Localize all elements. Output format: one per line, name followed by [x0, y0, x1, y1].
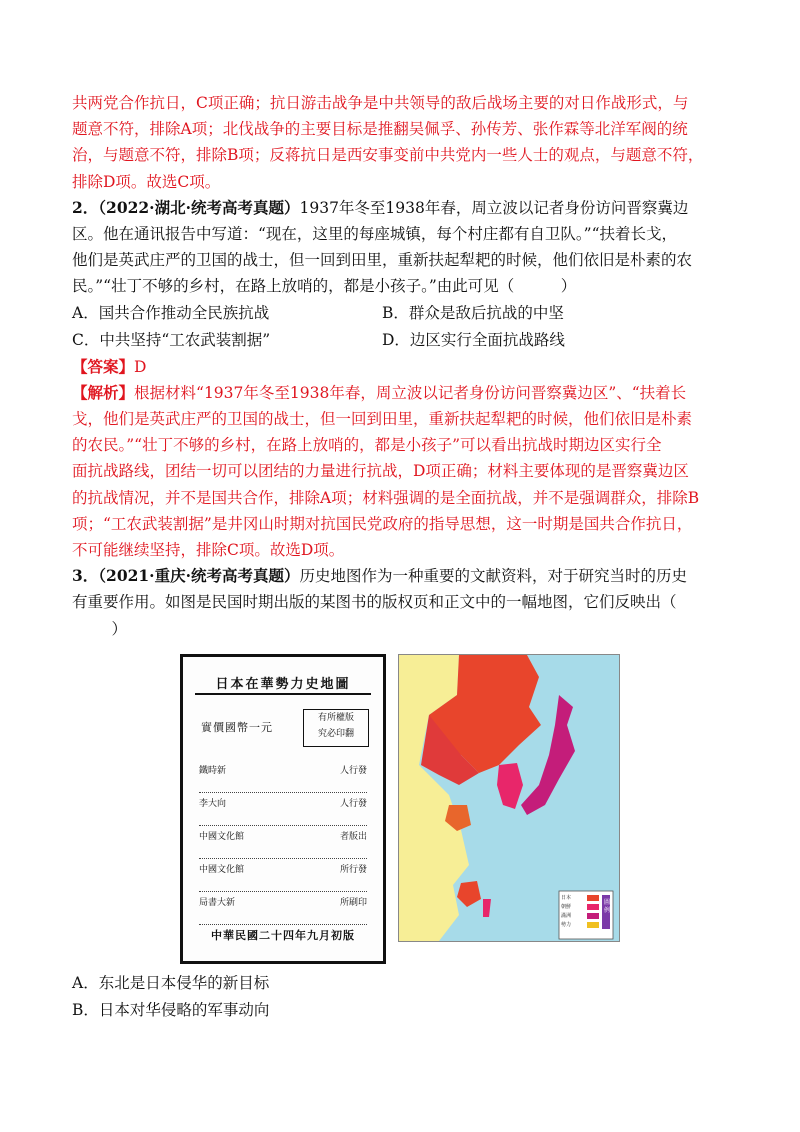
analysis-line: 的农民。”“壮丁不够的乡村，在路上放哨的，都是小孩子”可以看出抗战时期边区实行全	[72, 436, 662, 455]
map-legend-labels: 日本 朝鮮 滿洲 勢力	[561, 894, 572, 928]
option-list	[72, 300, 732, 354]
option-d[interactable]: D．边区实行全面抗战路线	[382, 330, 565, 349]
answer-value: D	[134, 357, 147, 376]
question-stem-line: ）	[96, 619, 128, 638]
analysis-line: 不可能继续坚持，排除C项。故选D项。	[72, 541, 345, 560]
option-c[interactable]: C．中共坚持“工农武装割据”	[72, 330, 271, 349]
info-row: 中國文化館 所行發	[199, 862, 367, 892]
text-line: 治，与题意不符，排除B项；反蒋抗日是西安事变前中共党内一些人士的观点，与题意不符，	[72, 146, 704, 165]
analysis-line: 项；“工农武装割据”是井冈山时期对抗国民党政府的指导思想，这一时期是国共合作抗日，	[72, 514, 693, 533]
rights-stamp: 有所權版 究必印翻	[303, 709, 369, 747]
question-source: （2021·重庆·统考高考真题）	[98, 566, 300, 586]
text-line: 排除D项。故选C项。	[72, 172, 221, 191]
question-stem-line: 有重要作用。如图是民国时期出版的某图书的版权页和正文中的一幅地图，它们反映出（	[72, 593, 677, 612]
text-line: 共两党合作抗日，C项正确；抗日游击战争是中共领导的敌后战场主要的对日作战形式，与	[72, 94, 689, 112]
option-list	[72, 970, 732, 1024]
analysis-label: 【解析】	[72, 382, 135, 402]
publication-info-rows	[199, 763, 367, 928]
question-stem-line	[72, 195, 732, 221]
analysis-continuation	[72, 90, 732, 195]
legend-swatch	[587, 904, 599, 910]
question-3	[72, 563, 732, 1024]
question-text: 1937年冬至1938年春，周立波以记者身份访问晋察冀边	[299, 198, 689, 217]
option-a[interactable]: A．东北是日本侵华的新目标	[72, 973, 270, 992]
text-line: 题意不符，排除A项；北伐战争的主要目标是推翻吴佩孚、孙传芳、张作霖等北洋军阀的统	[72, 120, 688, 139]
copyright-title: 日本在華勢力史地圖	[195, 673, 371, 695]
copyright-page-figure	[180, 654, 386, 964]
question-stem-line: 区。他在通讯报告中写道：“现在，这里的每座城镇，每个村庄都有自卫队。”“扶着长戈，	[72, 225, 678, 244]
page-content	[72, 90, 732, 1024]
question-number: 2．	[72, 197, 99, 217]
info-row: 中國文化館 者版出	[199, 829, 367, 859]
figure-pair	[180, 654, 620, 964]
map-graphic	[399, 655, 619, 941]
question-2	[72, 195, 732, 563]
legend-swatch	[587, 913, 599, 919]
option-a[interactable]: A．国共合作推动全民族抗战	[72, 303, 270, 322]
publication-date: 中華民國二十四年九月初版	[211, 928, 355, 942]
legend-swatch	[587, 922, 599, 928]
info-row: 局書大新 所刷印	[199, 895, 367, 925]
question-source: （2022·湖北·统考高考真题）	[98, 197, 300, 217]
option-b[interactable]: B．群众是敌后抗战的中坚	[382, 303, 564, 322]
analysis-line: 的抗战情况，并不是国共合作，排除A项；材料强调的是全面抗战，并不是强调群众，排除B	[72, 488, 700, 507]
map-legend-title: 圖例	[604, 898, 611, 914]
option-b[interactable]: B．日本对华侵略的军事动向	[72, 1000, 270, 1019]
price-text: 實價國幣一元	[201, 720, 273, 734]
question-stem-line: 民。”“壮丁不够的乡村，在路上放哨的，都是小孩子。”由此可见（ ）	[72, 277, 577, 296]
question-number: 3．	[72, 566, 99, 586]
question-stem-line: 他们是英武庄严的卫国的战士，但一回到田里，重新扶起犁耙的时候，他们依旧是朴素的农	[72, 251, 693, 270]
answer-line	[72, 354, 732, 380]
historical-map-figure	[398, 654, 620, 942]
info-row: 鐵時新 人行發	[199, 763, 367, 793]
analysis-line: 戈，他们是英武庄严的卫国的战士，但一回到田里，重新扶起犁耙的时候，他们依旧是朴素	[72, 410, 693, 429]
question-stem-line: 3．（2021·重庆·统考高考真题）历史地图作为一种重要的文献资料，对于研究当时的历史	[72, 566, 687, 586]
info-row: 李大向 人行發	[199, 796, 367, 826]
answer-label: 【答案】	[72, 356, 135, 376]
analysis-line: 面抗战路线，团结一切可以团结的力量进行抗战，D项正确；材料主要体现的是晋察冀边区	[72, 462, 689, 481]
legend-swatch	[587, 895, 599, 901]
analysis-line: 【解析】根据材料“1937年冬至1938年春，周立波以记者身份访问晋察冀边区”、“扶着长	[72, 382, 687, 402]
